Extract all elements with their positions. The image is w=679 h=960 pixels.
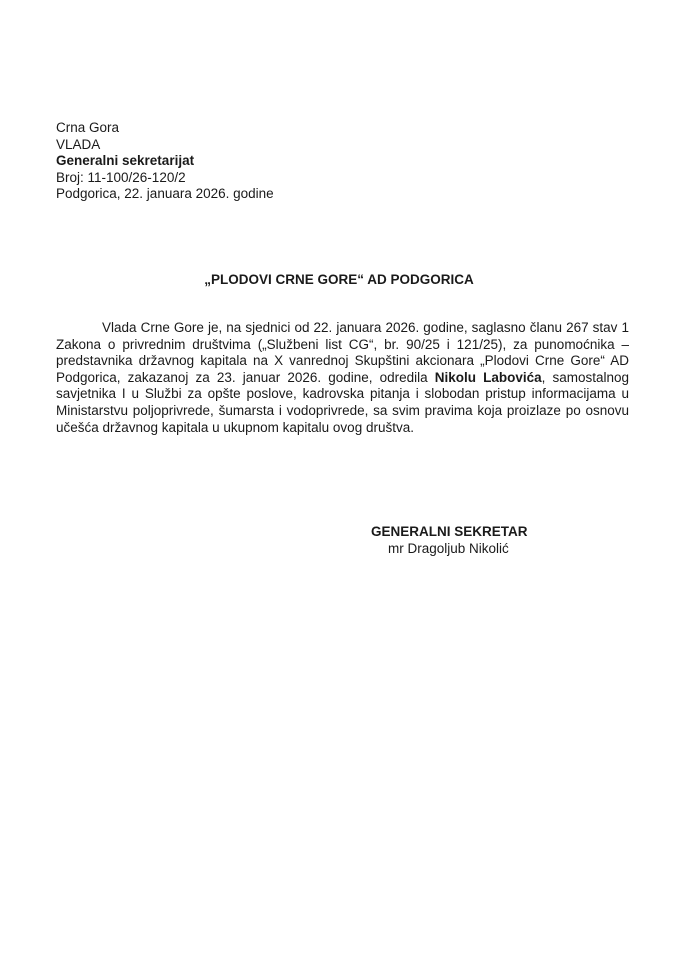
department-line: Generalni sekretarijat	[56, 153, 195, 169]
institution-line: VLADA	[56, 136, 101, 152]
appointee-name: Nikolu Labovića	[434, 369, 542, 385]
signatory-title: GENERALNI SEKRETAR	[371, 524, 528, 539]
place-date-line: Podgorica, 22. januara 2026. godine	[56, 186, 274, 202]
body-text-part2: , samostalnog savjetnika I u Službi za opšte poslove, kadrovska pitanja i slobodan pristup informacijama u Ministarstvu poljoprivrede, šumarsta i vodoprivrede, sa svim pravima koja proizlaze po osnovu učešća državnog kapitala u ukupnom kapitalu ovog društva.	[56, 369, 629, 435]
signatory-name: mr Dragoljub Nikolić	[388, 540, 509, 556]
signature-block	[371, 524, 528, 557]
document-title: „PLODOVI CRNE GORE“ AD PODGORICA	[204, 272, 474, 287]
document-title-block	[0, 271, 679, 288]
body-text-part1: Vlada Crne Gore je, na sjednici od 22. januara 2026. godine, saglasno članu 267 stav 1 Zakona o privrednim društvima („Službeni list CG“, br. 90/25 i 121/25), za punomoćnika – predstavnika državnog kapitala na X vanrednoj Skupštini akcionara „Plodovi Crne Gore“ AD Podgorica, zakazanoj za 23. januar 2026. godine, odredila	[56, 320, 629, 385]
reference-number: Broj: 11-100/26-120/2	[56, 169, 186, 185]
document-header	[56, 120, 274, 203]
country-line: Crna Gora	[56, 120, 120, 135]
body-paragraph	[56, 320, 629, 436]
